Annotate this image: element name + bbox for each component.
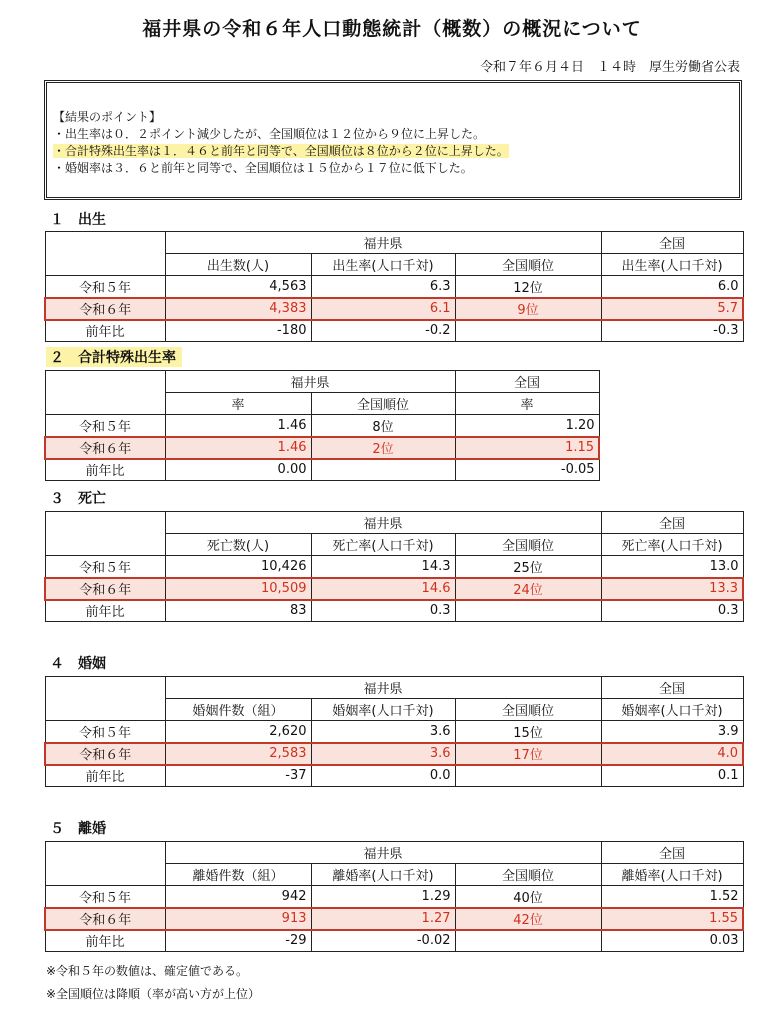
cell: 4,383 <box>165 298 311 320</box>
cell: 0.0 <box>311 765 455 787</box>
cell: 9位 <box>455 298 601 320</box>
cell: 1.46 <box>165 437 311 459</box>
divorce-table <box>44 841 744 952</box>
section-death-heading: ３ 死亡 <box>50 491 106 507</box>
table-row-highlighted <box>45 908 743 930</box>
row-label: 令和６年 <box>45 908 165 930</box>
table-corner <box>45 371 165 393</box>
cell: 13.0 <box>601 556 743 578</box>
table-corner <box>45 534 165 556</box>
col-header: 死亡率(人口千対) <box>311 534 455 556</box>
row-label: 令和６年 <box>45 437 165 459</box>
key-points-heading: 【結果のポイント】 <box>53 110 162 124</box>
cell: 5.7 <box>601 298 743 320</box>
col-header: 離婚率(人口千対) <box>311 864 455 886</box>
cell: 8位 <box>311 415 455 437</box>
row-label: 令和５年 <box>45 415 165 437</box>
row-label: 令和５年 <box>45 276 165 298</box>
row-label: 前年比 <box>45 459 165 481</box>
group-header-pref: 福井県 <box>165 371 455 393</box>
cell: 14.3 <box>311 556 455 578</box>
row-label: 前年比 <box>45 600 165 622</box>
col-header: 率 <box>165 393 311 415</box>
cell: 1.27 <box>311 908 455 930</box>
cell: 3.6 <box>311 721 455 743</box>
birth-table <box>44 231 744 342</box>
key-point-1: ・出生率は０．２ポイント減少したが、全国順位は１２位から９位に上昇した。 <box>53 127 486 141</box>
cell: 942 <box>165 886 311 908</box>
marriage-table <box>44 676 744 787</box>
cell: 1.46 <box>165 415 311 437</box>
cell: 0.1 <box>601 765 743 787</box>
cell: -37 <box>165 765 311 787</box>
col-header: 全国順位 <box>455 864 601 886</box>
cell: 3.6 <box>311 743 455 765</box>
cell: 15位 <box>455 721 601 743</box>
page-title: 福井県の令和６年人口動態統計（概数）の概況について <box>142 18 642 40</box>
table-row <box>45 721 743 743</box>
cell: 0.00 <box>165 459 311 481</box>
death-table <box>44 511 744 622</box>
table-row <box>45 886 743 908</box>
cell: -0.2 <box>311 320 455 342</box>
cell: 10,426 <box>165 556 311 578</box>
table-row <box>45 276 743 298</box>
col-header: 出生数(人) <box>165 254 311 276</box>
cell: 14.6 <box>311 578 455 600</box>
table-corner <box>45 232 165 254</box>
col-header: 死亡数(人) <box>165 534 311 556</box>
table-row <box>45 765 743 787</box>
table-row <box>45 930 743 952</box>
row-label: 前年比 <box>45 320 165 342</box>
table-row <box>45 459 599 481</box>
cell: 17位 <box>455 743 601 765</box>
table-corner <box>45 254 165 276</box>
table-corner <box>45 393 165 415</box>
group-header-national: 全国 <box>601 512 743 534</box>
table-row-highlighted <box>45 578 743 600</box>
cell: 6.3 <box>311 276 455 298</box>
key-point-3: ・婚姻率は３．６と前年と同等で、全国順位は１５位から１７位に低下した。 <box>53 161 473 175</box>
col-header: 全国順位 <box>455 254 601 276</box>
cell: 42位 <box>455 908 601 930</box>
col-header: 婚姻率(人口千対) <box>601 699 743 721</box>
group-header-pref: 福井県 <box>165 512 601 534</box>
section-divorce-heading: ５ 離婚 <box>50 821 106 837</box>
col-header: 婚姻件数（組） <box>165 699 311 721</box>
cell: -29 <box>165 930 311 952</box>
cell: -0.05 <box>455 459 599 481</box>
footnote-2: ※全国順位は降順（率が高い方が上位） <box>46 987 261 1001</box>
row-label: 令和５年 <box>45 886 165 908</box>
cell: 1.29 <box>311 886 455 908</box>
col-header: 全国順位 <box>311 393 455 415</box>
cell: 40位 <box>455 886 601 908</box>
cell: 4.0 <box>601 743 743 765</box>
cell: -0.3 <box>601 320 743 342</box>
cell: 1.15 <box>455 437 599 459</box>
section-tfr-heading: ２ 合計特殊出生率 <box>46 347 182 367</box>
cell: 83 <box>165 600 311 622</box>
cell: -180 <box>165 320 311 342</box>
cell: 2,583 <box>165 743 311 765</box>
section-marriage-heading: ４ 婚姻 <box>50 656 106 672</box>
col-header: 出生率(人口千対) <box>601 254 743 276</box>
cell <box>455 765 601 787</box>
table-row <box>45 320 743 342</box>
footnote-1: ※令和５年の数値は、確定値である。 <box>46 964 249 978</box>
cell: 4,563 <box>165 276 311 298</box>
group-header-pref: 福井県 <box>165 232 601 254</box>
row-label: 令和６年 <box>45 743 165 765</box>
table-corner <box>45 864 165 886</box>
cell <box>455 930 601 952</box>
cell: -0.02 <box>311 930 455 952</box>
table-corner <box>45 842 165 864</box>
cell: 3.9 <box>601 721 743 743</box>
group-header-pref: 福井県 <box>165 842 601 864</box>
group-header-national: 全国 <box>601 232 743 254</box>
cell: 2,620 <box>165 721 311 743</box>
publication-dateline: 令和７年６月４日 １４時 厚生労働省公表 <box>479 60 740 75</box>
cell: 13.3 <box>601 578 743 600</box>
cell <box>455 600 601 622</box>
col-header: 離婚件数（組） <box>165 864 311 886</box>
cell: 24位 <box>455 578 601 600</box>
col-header: 全国順位 <box>455 534 601 556</box>
row-label: 令和５年 <box>45 721 165 743</box>
row-label: 令和５年 <box>45 556 165 578</box>
col-header: 死亡率(人口千対) <box>601 534 743 556</box>
table-corner <box>45 512 165 534</box>
cell: 1.52 <box>601 886 743 908</box>
group-header-national: 全国 <box>601 677 743 699</box>
cell: 913 <box>165 908 311 930</box>
key-points-box <box>44 80 742 200</box>
col-header: 婚姻率(人口千対) <box>311 699 455 721</box>
cell: 6.1 <box>311 298 455 320</box>
cell: 0.3 <box>601 600 743 622</box>
table-row-highlighted <box>45 743 743 765</box>
cell: 2位 <box>311 437 455 459</box>
row-label: 令和６年 <box>45 578 165 600</box>
row-label: 前年比 <box>45 930 165 952</box>
cell: 12位 <box>455 276 601 298</box>
table-corner <box>45 699 165 721</box>
group-header-pref: 福井県 <box>165 677 601 699</box>
cell: 0.03 <box>601 930 743 952</box>
row-label: 前年比 <box>45 765 165 787</box>
cell: 25位 <box>455 556 601 578</box>
table-row <box>45 556 743 578</box>
col-header: 率 <box>455 393 599 415</box>
cell: 6.0 <box>601 276 743 298</box>
table-row-highlighted <box>45 437 599 459</box>
col-header: 離婚率(人口千対) <box>601 864 743 886</box>
cell: 0.3 <box>311 600 455 622</box>
key-point-2: ・合計特殊出生率は１．４６と前年と同等で、全国順位は８位から２位に上昇した。 <box>53 144 509 158</box>
cell: 1.20 <box>455 415 599 437</box>
table-row <box>45 415 599 437</box>
col-header: 全国順位 <box>455 699 601 721</box>
table-corner <box>45 677 165 699</box>
group-header-national: 全国 <box>455 371 599 393</box>
cell: 10,509 <box>165 578 311 600</box>
table-row-highlighted <box>45 298 743 320</box>
section-birth-heading: １ 出生 <box>50 212 106 228</box>
cell <box>311 459 455 481</box>
row-label: 令和６年 <box>45 298 165 320</box>
group-header-national: 全国 <box>601 842 743 864</box>
cell: 1.55 <box>601 908 743 930</box>
tfr-table <box>44 370 600 481</box>
col-header: 出生率(人口千対) <box>311 254 455 276</box>
table-row <box>45 600 743 622</box>
cell <box>455 320 601 342</box>
